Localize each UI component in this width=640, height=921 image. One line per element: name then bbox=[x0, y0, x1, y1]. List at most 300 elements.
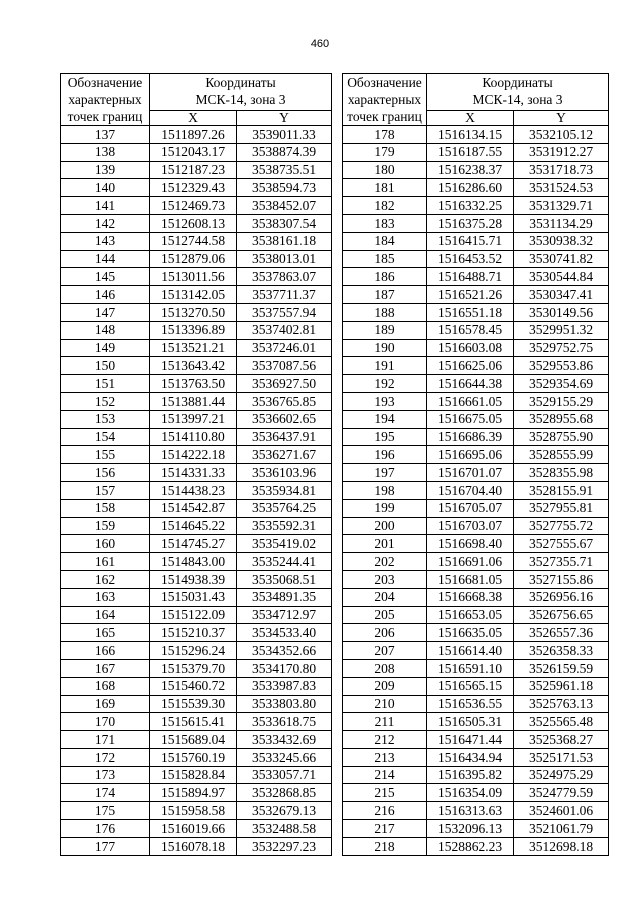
point-id-cell: 152 bbox=[61, 392, 150, 410]
point-id-cell: 195 bbox=[343, 428, 427, 446]
y-coordinate-cell: 3535419.02 bbox=[237, 535, 332, 553]
header-designation-line: Обозначение bbox=[347, 75, 422, 90]
point-id-cell: 212 bbox=[343, 731, 427, 749]
x-coordinate-cell: 1516691.06 bbox=[427, 553, 514, 571]
point-id-cell: 191 bbox=[343, 357, 427, 375]
table-row bbox=[61, 659, 332, 677]
table-row bbox=[343, 588, 609, 606]
table-row bbox=[343, 428, 609, 446]
y-coordinate-cell: 3532868.85 bbox=[237, 784, 332, 802]
y-coordinate-cell: 3533432.69 bbox=[237, 731, 332, 749]
x-coordinate-cell: 1515689.04 bbox=[150, 731, 237, 749]
coordinates-table-left bbox=[60, 73, 332, 856]
table-row bbox=[343, 464, 609, 482]
table-row bbox=[61, 126, 332, 144]
point-id-cell: 180 bbox=[343, 161, 427, 179]
point-id-cell: 142 bbox=[61, 214, 150, 232]
point-id-cell: 175 bbox=[61, 802, 150, 820]
table-row bbox=[61, 268, 332, 286]
point-id-cell: 185 bbox=[343, 250, 427, 268]
y-coordinate-cell: 3525763.13 bbox=[514, 695, 609, 713]
x-coordinate-cell: 1512744.58 bbox=[150, 232, 237, 250]
y-coordinate-cell: 3528555.99 bbox=[514, 446, 609, 464]
x-coordinate-cell: 1516187.55 bbox=[427, 143, 514, 161]
y-coordinate-cell: 3530347.41 bbox=[514, 286, 609, 304]
x-coordinate-cell: 1516614.40 bbox=[427, 642, 514, 660]
table-row bbox=[61, 232, 332, 250]
y-coordinate-cell: 3531134.29 bbox=[514, 214, 609, 232]
y-coordinate-cell: 3521061.79 bbox=[514, 820, 609, 838]
table-row bbox=[61, 214, 332, 232]
table-row bbox=[343, 446, 609, 464]
y-coordinate-cell: 3536765.85 bbox=[237, 392, 332, 410]
y-coordinate-cell: 3533245.66 bbox=[237, 748, 332, 766]
x-coordinate-cell: 1532096.13 bbox=[427, 820, 514, 838]
header-designation bbox=[343, 74, 427, 126]
table-row bbox=[61, 410, 332, 428]
header-y: Y bbox=[514, 110, 609, 125]
y-coordinate-cell: 3534352.66 bbox=[237, 642, 332, 660]
point-id-cell: 192 bbox=[343, 375, 427, 393]
point-id-cell: 218 bbox=[343, 837, 427, 855]
x-coordinate-cell: 1516653.05 bbox=[427, 606, 514, 624]
y-coordinate-cell: 3538594.73 bbox=[237, 179, 332, 197]
table-row bbox=[61, 250, 332, 268]
point-id-cell: 139 bbox=[61, 161, 150, 179]
header-x: X bbox=[150, 110, 237, 125]
x-coordinate-cell: 1514843.00 bbox=[150, 553, 237, 571]
point-id-cell: 169 bbox=[61, 695, 150, 713]
x-coordinate-cell: 1516375.28 bbox=[427, 214, 514, 232]
y-coordinate-cell: 3529155.29 bbox=[514, 392, 609, 410]
y-coordinate-cell: 3531718.73 bbox=[514, 161, 609, 179]
y-coordinate-cell: 3525565.48 bbox=[514, 713, 609, 731]
table-row bbox=[343, 250, 609, 268]
header-designation-line: Обозначение bbox=[67, 75, 143, 90]
x-coordinate-cell: 1513521.21 bbox=[150, 339, 237, 357]
x-coordinate-cell: 1513011.56 bbox=[150, 268, 237, 286]
x-coordinate-cell: 1514222.18 bbox=[150, 446, 237, 464]
y-coordinate-cell: 3526756.65 bbox=[514, 606, 609, 624]
x-coordinate-cell: 1516661.05 bbox=[427, 392, 514, 410]
x-coordinate-cell: 1515958.58 bbox=[150, 802, 237, 820]
point-id-cell: 178 bbox=[343, 126, 427, 144]
header-coordinates-line: МСК-14, зона 3 bbox=[472, 92, 563, 107]
y-coordinate-cell: 3537087.56 bbox=[237, 357, 332, 375]
x-coordinate-cell: 1515296.24 bbox=[150, 642, 237, 660]
table-row bbox=[61, 517, 332, 535]
point-id-cell: 183 bbox=[343, 214, 427, 232]
table-row bbox=[343, 126, 609, 144]
x-coordinate-cell: 1516668.38 bbox=[427, 588, 514, 606]
x-coordinate-cell: 1516675.05 bbox=[427, 410, 514, 428]
x-coordinate-cell: 1514645.22 bbox=[150, 517, 237, 535]
y-coordinate-cell: 3524779.59 bbox=[514, 784, 609, 802]
y-coordinate-cell: 3535764.25 bbox=[237, 499, 332, 517]
point-id-cell: 202 bbox=[343, 553, 427, 571]
header-designation bbox=[61, 74, 150, 126]
x-coordinate-cell: 1516591.10 bbox=[427, 659, 514, 677]
x-coordinate-cell: 1512469.73 bbox=[150, 197, 237, 215]
point-id-cell: 206 bbox=[343, 624, 427, 642]
x-coordinate-cell: 1516625.06 bbox=[427, 357, 514, 375]
y-coordinate-cell: 3539011.33 bbox=[237, 126, 332, 144]
y-coordinate-cell: 3535244.41 bbox=[237, 553, 332, 571]
x-coordinate-cell: 1516313.63 bbox=[427, 802, 514, 820]
x-coordinate-cell: 1515210.37 bbox=[150, 624, 237, 642]
table-row bbox=[343, 232, 609, 250]
point-id-cell: 188 bbox=[343, 303, 427, 321]
coordinates-table-right bbox=[342, 73, 609, 856]
y-coordinate-cell: 3530544.84 bbox=[514, 268, 609, 286]
x-coordinate-cell: 1516286.60 bbox=[427, 179, 514, 197]
table-row bbox=[343, 197, 609, 215]
x-coordinate-cell: 1513881.44 bbox=[150, 392, 237, 410]
y-coordinate-cell: 3532488.58 bbox=[237, 820, 332, 838]
x-coordinate-cell: 1513763.50 bbox=[150, 375, 237, 393]
table-row bbox=[343, 410, 609, 428]
point-id-cell: 208 bbox=[343, 659, 427, 677]
x-coordinate-cell: 1514331.33 bbox=[150, 464, 237, 482]
y-coordinate-cell: 3524975.29 bbox=[514, 766, 609, 784]
table-row bbox=[61, 321, 332, 339]
x-coordinate-cell: 1515122.09 bbox=[150, 606, 237, 624]
header-designation-line: точек границ bbox=[347, 109, 422, 124]
header-designation-line: характерных bbox=[347, 92, 422, 107]
y-coordinate-cell: 3538013.01 bbox=[237, 250, 332, 268]
x-coordinate-cell: 1512879.06 bbox=[150, 250, 237, 268]
point-id-cell: 198 bbox=[343, 481, 427, 499]
table-row bbox=[343, 143, 609, 161]
x-coordinate-cell: 1513396.89 bbox=[150, 321, 237, 339]
point-id-cell: 174 bbox=[61, 784, 150, 802]
table-row bbox=[343, 837, 609, 855]
table-row bbox=[61, 624, 332, 642]
x-coordinate-cell: 1515031.43 bbox=[150, 588, 237, 606]
point-id-cell: 215 bbox=[343, 784, 427, 802]
table-row bbox=[343, 535, 609, 553]
point-id-cell: 177 bbox=[61, 837, 150, 855]
point-id-cell: 197 bbox=[343, 464, 427, 482]
table-row bbox=[343, 214, 609, 232]
table-row bbox=[61, 375, 332, 393]
table-row bbox=[61, 677, 332, 695]
y-coordinate-cell: 3529553.86 bbox=[514, 357, 609, 375]
table-row bbox=[343, 339, 609, 357]
table-row bbox=[61, 766, 332, 784]
x-coordinate-cell: 1516521.26 bbox=[427, 286, 514, 304]
point-id-cell: 216 bbox=[343, 802, 427, 820]
point-id-cell: 210 bbox=[343, 695, 427, 713]
x-coordinate-cell: 1516453.52 bbox=[427, 250, 514, 268]
table-row bbox=[61, 392, 332, 410]
point-id-cell: 199 bbox=[343, 499, 427, 517]
point-id-cell: 146 bbox=[61, 286, 150, 304]
y-coordinate-cell: 3527955.81 bbox=[514, 499, 609, 517]
point-id-cell: 151 bbox=[61, 375, 150, 393]
table-row bbox=[343, 695, 609, 713]
table-row bbox=[343, 179, 609, 197]
point-id-cell: 187 bbox=[343, 286, 427, 304]
point-id-cell: 176 bbox=[61, 820, 150, 838]
y-coordinate-cell: 3534170.80 bbox=[237, 659, 332, 677]
table-row bbox=[343, 286, 609, 304]
point-id-cell: 193 bbox=[343, 392, 427, 410]
y-coordinate-cell: 3537246.01 bbox=[237, 339, 332, 357]
table-row bbox=[61, 286, 332, 304]
y-coordinate-cell: 3530149.56 bbox=[514, 303, 609, 321]
table-row bbox=[343, 570, 609, 588]
y-coordinate-cell: 3534712.97 bbox=[237, 606, 332, 624]
table-row bbox=[343, 375, 609, 393]
point-id-cell: 181 bbox=[343, 179, 427, 197]
point-id-cell: 182 bbox=[343, 197, 427, 215]
y-coordinate-cell: 3536271.67 bbox=[237, 446, 332, 464]
y-coordinate-cell: 3535068.51 bbox=[237, 570, 332, 588]
header-coordinates bbox=[150, 74, 332, 111]
table-row bbox=[61, 570, 332, 588]
x-coordinate-cell: 1511897.26 bbox=[150, 126, 237, 144]
point-id-cell: 189 bbox=[343, 321, 427, 339]
table-row bbox=[343, 677, 609, 695]
y-coordinate-cell: 3534891.35 bbox=[237, 588, 332, 606]
point-id-cell: 204 bbox=[343, 588, 427, 606]
y-coordinate-cell: 3533803.80 bbox=[237, 695, 332, 713]
y-coordinate-cell: 3534533.40 bbox=[237, 624, 332, 642]
x-coordinate-cell: 1516686.39 bbox=[427, 428, 514, 446]
x-coordinate-cell: 1516505.31 bbox=[427, 713, 514, 731]
x-coordinate-cell: 1516705.07 bbox=[427, 499, 514, 517]
table-row bbox=[61, 642, 332, 660]
x-coordinate-cell: 1515894.97 bbox=[150, 784, 237, 802]
table-row bbox=[343, 161, 609, 179]
table-row bbox=[61, 446, 332, 464]
header-y: Y bbox=[237, 110, 332, 125]
y-coordinate-cell: 3533987.83 bbox=[237, 677, 332, 695]
x-coordinate-cell: 1513643.42 bbox=[150, 357, 237, 375]
point-id-cell: 159 bbox=[61, 517, 150, 535]
point-id-cell: 200 bbox=[343, 517, 427, 535]
point-id-cell: 155 bbox=[61, 446, 150, 464]
table-row bbox=[61, 535, 332, 553]
table-row bbox=[61, 748, 332, 766]
point-id-cell: 162 bbox=[61, 570, 150, 588]
y-coordinate-cell: 3531524.53 bbox=[514, 179, 609, 197]
x-coordinate-cell: 1514438.23 bbox=[150, 481, 237, 499]
table-row bbox=[343, 713, 609, 731]
y-coordinate-cell: 3535592.31 bbox=[237, 517, 332, 535]
table-row bbox=[61, 713, 332, 731]
table-row bbox=[61, 695, 332, 713]
table-row bbox=[343, 321, 609, 339]
point-id-cell: 154 bbox=[61, 428, 150, 446]
y-coordinate-cell: 3526557.36 bbox=[514, 624, 609, 642]
y-coordinate-cell: 3527155.86 bbox=[514, 570, 609, 588]
y-coordinate-cell: 3526358.33 bbox=[514, 642, 609, 660]
x-coordinate-cell: 1516354.09 bbox=[427, 784, 514, 802]
point-id-cell: 201 bbox=[343, 535, 427, 553]
header-x: X bbox=[427, 110, 514, 125]
table-row bbox=[343, 642, 609, 660]
x-coordinate-cell: 1513142.05 bbox=[150, 286, 237, 304]
point-id-cell: 140 bbox=[61, 179, 150, 197]
x-coordinate-cell: 1515615.41 bbox=[150, 713, 237, 731]
table-row bbox=[343, 802, 609, 820]
y-coordinate-cell: 3536927.50 bbox=[237, 375, 332, 393]
point-id-cell: 143 bbox=[61, 232, 150, 250]
y-coordinate-cell: 3530938.32 bbox=[514, 232, 609, 250]
x-coordinate-cell: 1516078.18 bbox=[150, 837, 237, 855]
x-coordinate-cell: 1516434.94 bbox=[427, 748, 514, 766]
point-id-cell: 141 bbox=[61, 197, 150, 215]
table-row bbox=[343, 766, 609, 784]
point-id-cell: 144 bbox=[61, 250, 150, 268]
point-id-cell: 163 bbox=[61, 588, 150, 606]
point-id-cell: 157 bbox=[61, 481, 150, 499]
x-coordinate-cell: 1516635.05 bbox=[427, 624, 514, 642]
table-row bbox=[61, 784, 332, 802]
table-row bbox=[61, 481, 332, 499]
point-id-cell: 167 bbox=[61, 659, 150, 677]
table-row bbox=[61, 464, 332, 482]
table-row bbox=[61, 161, 332, 179]
y-coordinate-cell: 3536103.96 bbox=[237, 464, 332, 482]
point-id-cell: 149 bbox=[61, 339, 150, 357]
point-id-cell: 179 bbox=[343, 143, 427, 161]
table-row bbox=[343, 820, 609, 838]
point-id-cell: 190 bbox=[343, 339, 427, 357]
x-coordinate-cell: 1516698.40 bbox=[427, 535, 514, 553]
point-id-cell: 217 bbox=[343, 820, 427, 838]
x-coordinate-cell: 1512608.13 bbox=[150, 214, 237, 232]
point-id-cell: 194 bbox=[343, 410, 427, 428]
y-coordinate-cell: 3528155.91 bbox=[514, 481, 609, 499]
header-coordinates-line: Координаты bbox=[482, 75, 553, 90]
y-coordinate-cell: 3532105.12 bbox=[514, 126, 609, 144]
point-id-cell: 160 bbox=[61, 535, 150, 553]
table-row bbox=[61, 179, 332, 197]
point-id-cell: 205 bbox=[343, 606, 427, 624]
x-coordinate-cell: 1516019.66 bbox=[150, 820, 237, 838]
x-coordinate-cell: 1513270.50 bbox=[150, 303, 237, 321]
x-coordinate-cell: 1516681.05 bbox=[427, 570, 514, 588]
x-coordinate-cell: 1515760.19 bbox=[150, 748, 237, 766]
y-coordinate-cell: 3537711.37 bbox=[237, 286, 332, 304]
x-coordinate-cell: 1516565.15 bbox=[427, 677, 514, 695]
y-coordinate-cell: 3535934.81 bbox=[237, 481, 332, 499]
y-coordinate-cell: 3531912.27 bbox=[514, 143, 609, 161]
y-coordinate-cell: 3533057.71 bbox=[237, 766, 332, 784]
y-coordinate-cell: 3525171.53 bbox=[514, 748, 609, 766]
table-row bbox=[61, 802, 332, 820]
table-row bbox=[61, 606, 332, 624]
table-row bbox=[61, 499, 332, 517]
table-row bbox=[343, 303, 609, 321]
point-id-cell: 166 bbox=[61, 642, 150, 660]
x-coordinate-cell: 1516644.38 bbox=[427, 375, 514, 393]
header-coordinates-line: МСК-14, зона 3 bbox=[195, 92, 286, 107]
x-coordinate-cell: 1516703.07 bbox=[427, 517, 514, 535]
table-row bbox=[61, 357, 332, 375]
y-coordinate-cell: 3525961.18 bbox=[514, 677, 609, 695]
x-coordinate-cell: 1516701.07 bbox=[427, 464, 514, 482]
y-coordinate-cell: 3527755.72 bbox=[514, 517, 609, 535]
y-coordinate-cell: 3526956.16 bbox=[514, 588, 609, 606]
x-coordinate-cell: 1516332.25 bbox=[427, 197, 514, 215]
point-id-cell: 164 bbox=[61, 606, 150, 624]
y-coordinate-cell: 3512698.18 bbox=[514, 837, 609, 855]
header-coordinates bbox=[427, 74, 609, 111]
point-id-cell: 158 bbox=[61, 499, 150, 517]
table-row bbox=[343, 748, 609, 766]
table-row bbox=[61, 731, 332, 749]
table-row bbox=[61, 588, 332, 606]
x-coordinate-cell: 1514542.87 bbox=[150, 499, 237, 517]
y-coordinate-cell: 3527555.67 bbox=[514, 535, 609, 553]
point-id-cell: 184 bbox=[343, 232, 427, 250]
table-row bbox=[343, 606, 609, 624]
x-coordinate-cell: 1514745.27 bbox=[150, 535, 237, 553]
x-coordinate-cell: 1516488.71 bbox=[427, 268, 514, 286]
table-row bbox=[343, 268, 609, 286]
y-coordinate-cell: 3529951.32 bbox=[514, 321, 609, 339]
table-row bbox=[343, 357, 609, 375]
y-coordinate-cell: 3528355.98 bbox=[514, 464, 609, 482]
x-coordinate-cell: 1516695.06 bbox=[427, 446, 514, 464]
table-row bbox=[61, 428, 332, 446]
header-coordinates-line: Координаты bbox=[205, 75, 276, 90]
x-coordinate-cell: 1516395.82 bbox=[427, 766, 514, 784]
table-row bbox=[343, 481, 609, 499]
table-row bbox=[61, 303, 332, 321]
x-coordinate-cell: 1515828.84 bbox=[150, 766, 237, 784]
y-coordinate-cell: 3527355.71 bbox=[514, 553, 609, 571]
y-coordinate-cell: 3529354.69 bbox=[514, 375, 609, 393]
point-id-cell: 150 bbox=[61, 357, 150, 375]
table-row bbox=[343, 517, 609, 535]
point-id-cell: 148 bbox=[61, 321, 150, 339]
x-coordinate-cell: 1516536.55 bbox=[427, 695, 514, 713]
point-id-cell: 172 bbox=[61, 748, 150, 766]
x-coordinate-cell: 1516415.71 bbox=[427, 232, 514, 250]
y-coordinate-cell: 3528755.90 bbox=[514, 428, 609, 446]
x-coordinate-cell: 1516471.44 bbox=[427, 731, 514, 749]
point-id-cell: 165 bbox=[61, 624, 150, 642]
table-row bbox=[343, 659, 609, 677]
table-row bbox=[61, 820, 332, 838]
x-coordinate-cell: 1528862.23 bbox=[427, 837, 514, 855]
y-coordinate-cell: 3530741.82 bbox=[514, 250, 609, 268]
x-coordinate-cell: 1516134.15 bbox=[427, 126, 514, 144]
table-row bbox=[343, 731, 609, 749]
point-id-cell: 138 bbox=[61, 143, 150, 161]
y-coordinate-cell: 3532679.13 bbox=[237, 802, 332, 820]
y-coordinate-cell: 3537402.81 bbox=[237, 321, 332, 339]
table-row bbox=[343, 499, 609, 517]
point-id-cell: 137 bbox=[61, 126, 150, 144]
table-row bbox=[343, 624, 609, 642]
point-id-cell: 145 bbox=[61, 268, 150, 286]
y-coordinate-cell: 3528955.68 bbox=[514, 410, 609, 428]
point-id-cell: 214 bbox=[343, 766, 427, 784]
header-designation-line: характерных bbox=[68, 92, 142, 107]
x-coordinate-cell: 1516551.18 bbox=[427, 303, 514, 321]
point-id-cell: 170 bbox=[61, 713, 150, 731]
y-coordinate-cell: 3538874.39 bbox=[237, 143, 332, 161]
x-coordinate-cell: 1515379.70 bbox=[150, 659, 237, 677]
x-coordinate-cell: 1513997.21 bbox=[150, 410, 237, 428]
table-row bbox=[61, 339, 332, 357]
